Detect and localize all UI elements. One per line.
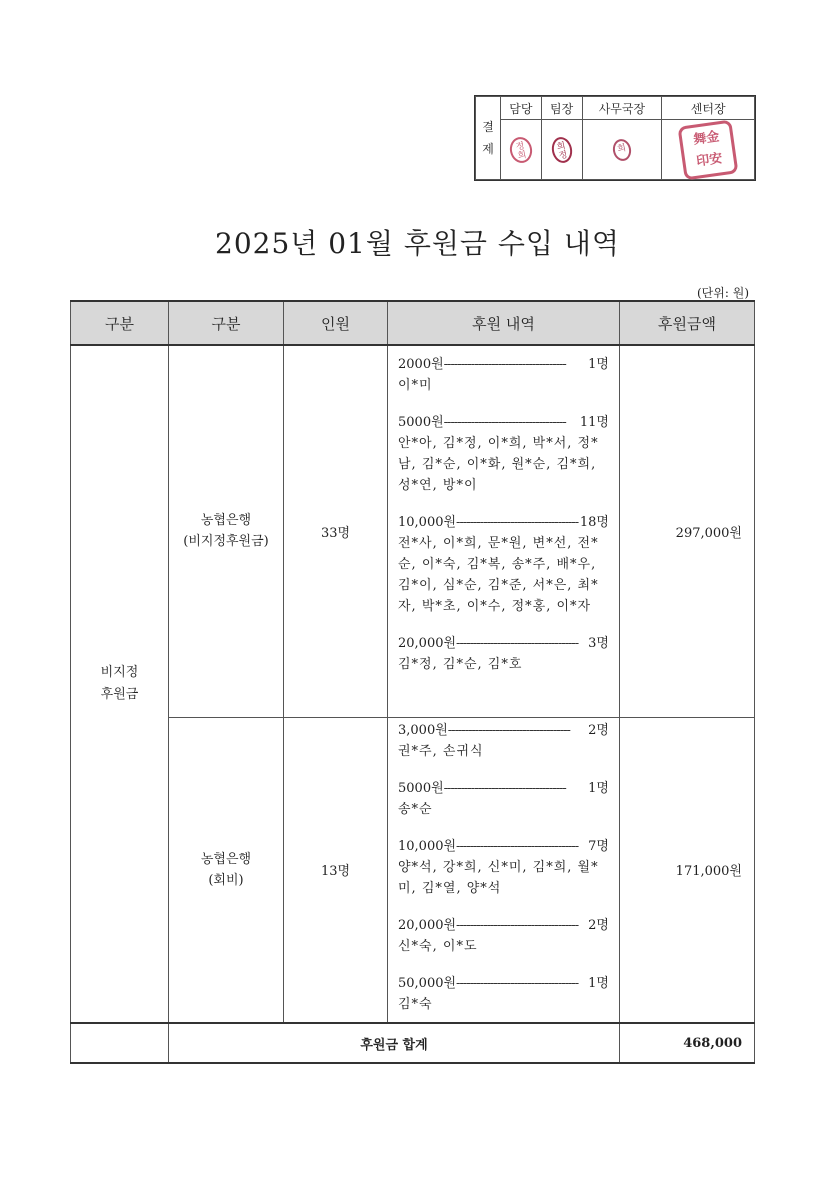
amount-cell: 297,000원 <box>620 345 755 717</box>
approval-box <box>474 95 756 181</box>
list-item: 5000원 ------------------------------------ 11명 안*아, 김*정, 이*희, 박*서, 정*남, 김*순, 이*화, 원*순, 김*희, 성*연, 방*이 <box>398 415 609 493</box>
signature-stamp-icon: 희 <box>611 137 633 162</box>
stamp-secretary-general <box>582 120 662 180</box>
donation-table <box>70 300 755 1064</box>
amount-cell: 171,000원 <box>620 717 755 1023</box>
stamp-center-director <box>662 120 755 180</box>
list-item: 10,000원 ------------------------------------ 18명 전*사, 이*희, 문*원, 변*선, 전*순, 이*숙, 김*복, 송*주, 배*우, 김*이, 심*순, 김*준, 서*은, 최*자, 박*초, 이*수, 정*홍, 이*자 <box>398 515 609 614</box>
header-count: 인원 <box>284 301 388 345</box>
count-cell: 33명 <box>284 345 388 717</box>
total-amount: 468,000 <box>620 1023 755 1063</box>
table-row <box>71 345 755 717</box>
official-seal-icon: 舞金 印安 <box>678 119 739 180</box>
header-amount: 후원금액 <box>620 301 755 345</box>
table-row <box>71 717 755 1023</box>
approval-col-center-director: 센터장 <box>662 97 755 120</box>
header-subcategory: 구분 <box>169 301 284 345</box>
category-cell: 비지정 후원금 <box>71 345 169 1023</box>
signature-stamp-icon: 정 희 <box>507 134 534 164</box>
page-title: 2025년 01월 후원금 수입 내역 <box>215 227 620 260</box>
approval-col-staff: 담당 <box>501 97 542 120</box>
approval-col-team-lead: 팀장 <box>541 97 582 120</box>
stamp-staff <box>501 120 542 180</box>
details-cell <box>388 717 620 1023</box>
total-label: 후원금 합계 <box>169 1023 620 1063</box>
list-item: 20,000원 ------------------------------------ 3명 김*정, 김*순, 김*호 <box>398 636 609 672</box>
details-cell <box>388 345 620 717</box>
list-item: 10,000원 ------------------------------------ 7명 양*석, 강*희, 신*미, 김*희, 월*미, 김*열, 양*석 <box>398 838 609 896</box>
total-blank-cell <box>71 1023 169 1063</box>
count-cell: 13명 <box>284 717 388 1023</box>
bank-cell: 농협은행 (비지정후원금) <box>169 345 284 717</box>
stamp-team-lead <box>541 120 582 180</box>
header-category: 구분 <box>71 301 169 345</box>
table-header-row <box>71 301 755 345</box>
unit-label: (단위: 원) <box>697 286 749 300</box>
list-item: 5000원 ------------------------------------ 1명 송*순 <box>398 780 609 817</box>
list-item: 50,000원 ------------------------------------ 1명 김*숙 <box>398 975 609 1012</box>
list-item: 2000원 ------------------------------------ 1명 이*미 <box>398 357 609 393</box>
bank-cell: 농협은행 (회비) <box>169 717 284 1023</box>
total-row <box>71 1023 755 1063</box>
approval-col-secretary-general: 사무국장 <box>582 97 662 120</box>
signature-stamp-icon: 희 정 <box>549 135 574 165</box>
approval-row-label: 결 제 <box>476 97 501 180</box>
header-details: 후원 내역 <box>388 301 620 345</box>
list-item: 20,000원 ------------------------------------ 2명 신*숙, 이*도 <box>398 917 609 954</box>
list-item: 3,000원 ------------------------------------ 2명 권*주, 손귀식 <box>398 722 609 759</box>
